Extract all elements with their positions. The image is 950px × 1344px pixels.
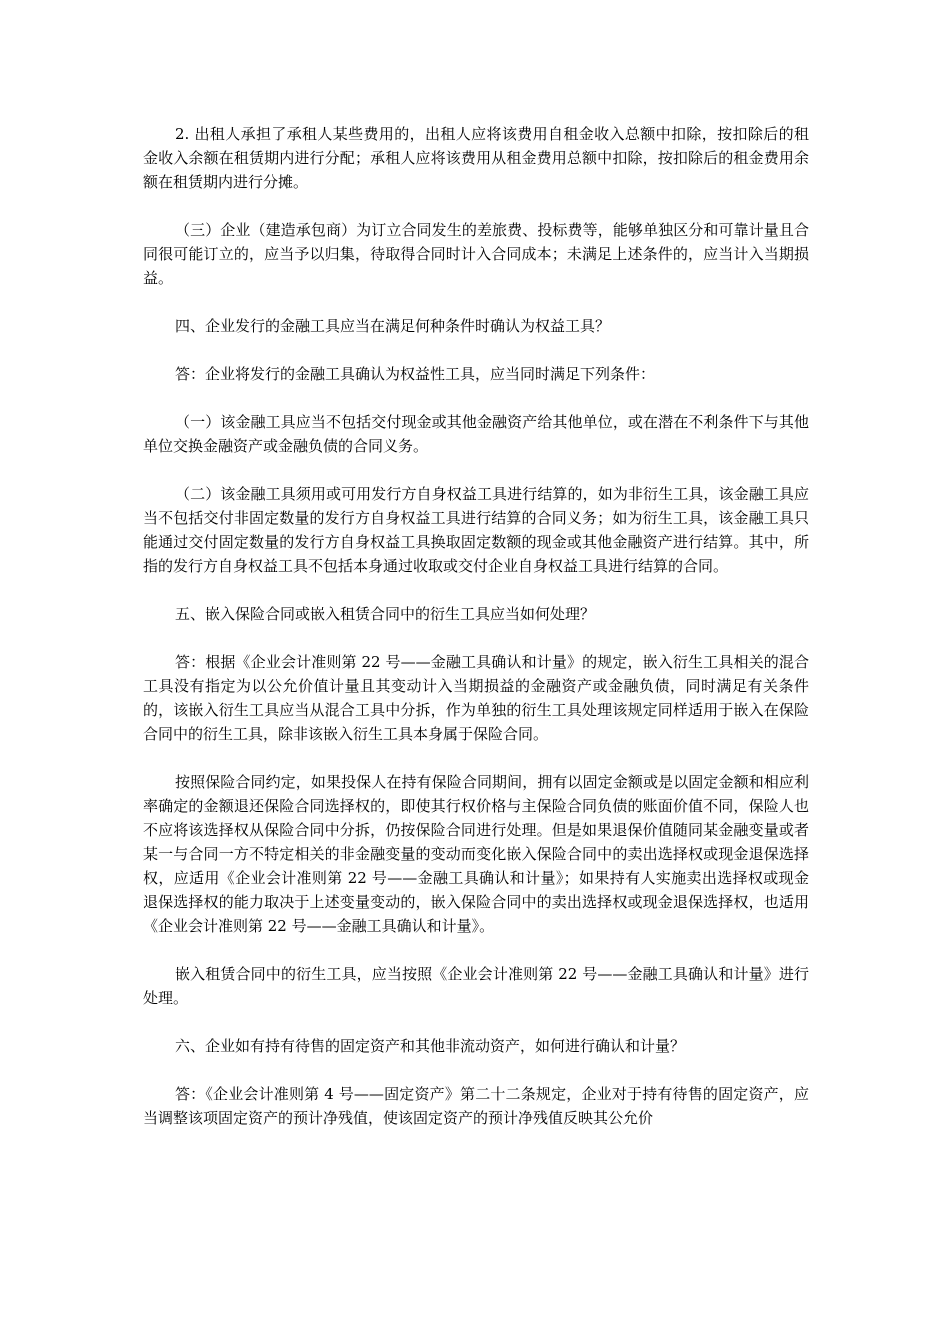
paragraph-lease-expenses: 2. 出租人承担了承租人某些费用的，出租人应将该费用自租金收入总额中扣除，按扣除后的租金收入余额在租赁期内进行分配；承租人应将该费用从租金费用总额中扣除，按扣除后的租金费用余额在租赁期内进行分摊。	[143, 125, 809, 191]
paragraph-insurance-options: 按照保险合同约定，如果投保人在持有保险合同期间，拥有以固定金额或是以固定金额和相应利率确定的金额退还保险合同选择权的，即使其行权价格与主保险合同负债的账面价值不同，保险人也不应将该选择权从保险合同中分拆，仍按保险合同进行处理。但是如果退保价值随同某金融变量或者某一与合同一方不特定相关的非金融变量的变动而变化嵌入保险合同中的卖出选择权或现金退保选择权，应适用《企业会计准则第 22 号——金融工具确认和计量》；如果持有人实施卖出选择权或现金退保选择权的能力取决于上述变量变动的，嵌入保险合同中的卖出选择权或现金退保选择权，也适用《企业会计准则第 22 号——金融工具确认和计量》。	[143, 773, 809, 935]
heading-question-4: 四、企业发行的金融工具应当在满足何种条件时确认为权益工具？	[175, 317, 611, 335]
paragraph-contract-costs: （三）企业（建造承包商）为订立合同发生的差旅费、投标费等，能够单独区分和可靠计量且合同很可能订立的，应当予以归集，待取得合同时计入合同成本；未满足上述条件的，应当计入当期损益。	[143, 221, 809, 287]
paragraph-answer-4: 答：企业将发行的金融工具确认为权益性工具，应当同时满足下列条件：	[175, 365, 656, 383]
paragraph-answer-6: 答：《企业会计准则第 4 号——固定资产》第二十二条规定，企业对于持有待售的固定资产，应当调整该项固定资产的预计净残值，使该固定资产的预计净残值反映其公允价	[143, 1085, 809, 1127]
paragraph-condition-1: （一）该金融工具应当不包括交付现金或其他金融资产给其他单位，或在潜在不利条件下与其他单位交换金融资产或金融负债的合同义务。	[143, 413, 809, 455]
heading-question-5: 五、嵌入保险合同或嵌入租赁合同中的衍生工具应当如何处理？	[175, 605, 596, 623]
document-page	[143, 122, 809, 1154]
paragraph-lease-derivatives: 嵌入租赁合同中的衍生工具，应当按照《企业会计准则第 22 号——金融工具确认和计量》进行处理。	[143, 965, 809, 1007]
paragraph-answer-5: 答：根据《企业会计准则第 22 号——金融工具确认和计量》的规定，嵌入衍生工具相关的混合工具没有指定为以公允价值计量且其变动计入当期损益的金融资产或金融负债，同时满足有关条件的，该嵌入衍生工具应当从混合工具中分拆，作为单独的衍生工具处理该规定同样适用于嵌入在保险合同中的衍生工具，除非该嵌入衍生工具本身属于保险合同。	[143, 653, 809, 743]
heading-question-6: 六、企业如有持有待售的固定资产和其他非流动资产，如何进行确认和计量？	[175, 1037, 686, 1055]
paragraph-condition-2: （二）该金融工具须用或可用发行方自身权益工具进行结算的，如为非衍生工具，该金融工具应当不包括交付非固定数量的发行方自身权益工具进行结算的合同义务；如为衍生工具，该金融工具只能通过交付固定数量的发行方自身权益工具换取固定数额的现金或其他金融资产进行结算。其中，所指的发行方自身权益工具不包括本身通过收取或交付企业自身权益工具进行结算的合同。	[143, 485, 809, 575]
